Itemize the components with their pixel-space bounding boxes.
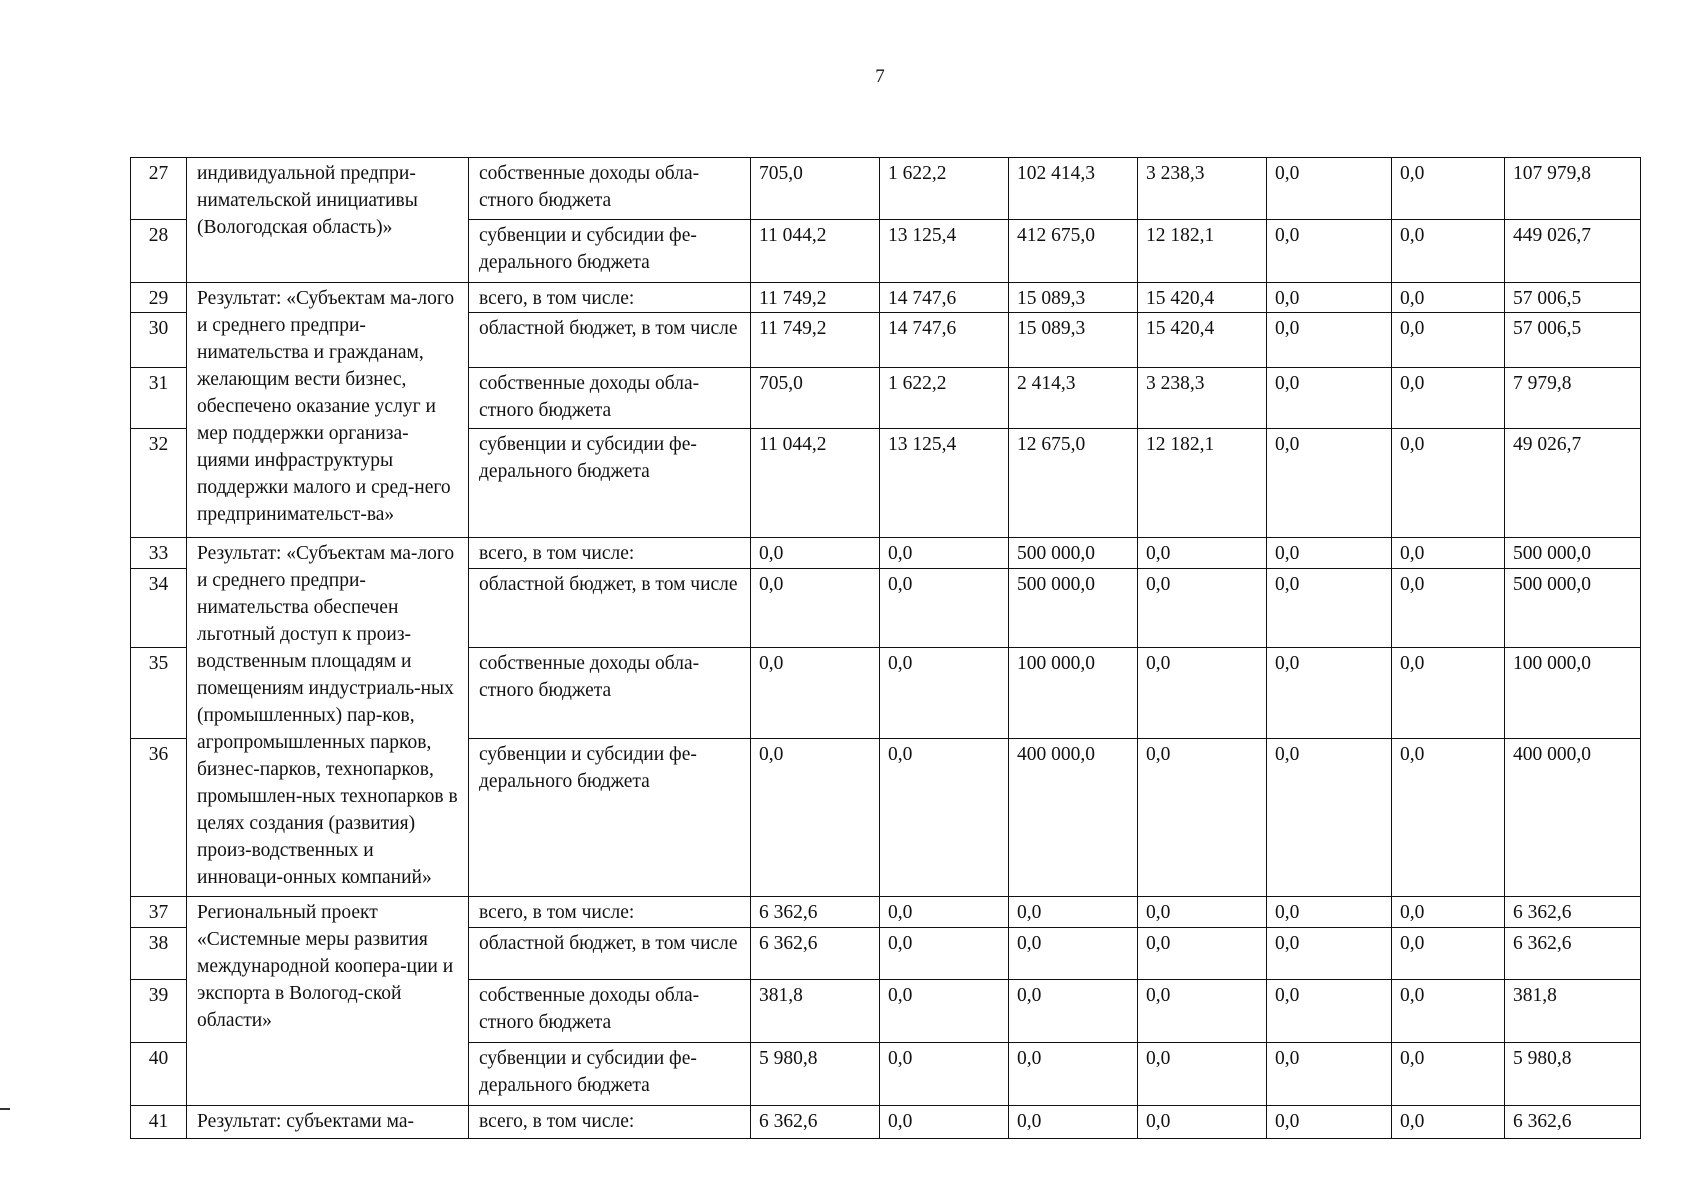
program-name-cell: Региональный проект «Системные меры развития международной коопера-ции и экспорта в Вологод-ской области» bbox=[187, 897, 469, 1106]
year-value-cell: 3 238,3 bbox=[1138, 368, 1267, 429]
year-value-cell: 0,0 bbox=[1392, 897, 1505, 928]
year-value-cell: 0,0 bbox=[751, 569, 880, 648]
total-value-cell: 7 979,8 bbox=[1505, 368, 1641, 429]
total-value-cell: 6 362,6 bbox=[1505, 1106, 1641, 1139]
year-value-cell: 0,0 bbox=[1267, 897, 1392, 928]
budget-table bbox=[130, 157, 1641, 1139]
funding-source-cell: субвенции и субсидии фе-дерального бюджета bbox=[469, 429, 751, 538]
year-value-cell: 0,0 bbox=[1267, 313, 1392, 368]
funding-source-cell: областной бюджет, в том числе bbox=[469, 313, 751, 368]
year-value-cell: 0,0 bbox=[1267, 569, 1392, 648]
total-value-cell: 57 006,5 bbox=[1505, 313, 1641, 368]
total-value-cell: 400 000,0 bbox=[1505, 739, 1641, 897]
year-value-cell: 0,0 bbox=[880, 980, 1009, 1043]
year-value-cell: 0,0 bbox=[1392, 1106, 1505, 1139]
year-value-cell: 1 622,2 bbox=[880, 158, 1009, 220]
year-value-cell: 0,0 bbox=[880, 648, 1009, 739]
funding-source-cell: собственные доходы обла-стного бюджета bbox=[469, 980, 751, 1043]
row-number-cell: 35 bbox=[131, 648, 187, 739]
year-value-cell: 1 622,2 bbox=[880, 368, 1009, 429]
funding-source-cell: всего, в том числе: bbox=[469, 283, 751, 313]
year-value-cell: 0,0 bbox=[1392, 283, 1505, 313]
year-value-cell: 15 089,3 bbox=[1009, 283, 1138, 313]
funding-source-cell: собственные доходы обла-стного бюджета bbox=[469, 648, 751, 739]
total-value-cell: 49 026,7 bbox=[1505, 429, 1641, 538]
year-value-cell: 0,0 bbox=[1392, 980, 1505, 1043]
row-number-cell: 41 bbox=[131, 1106, 187, 1139]
year-value-cell: 0,0 bbox=[880, 897, 1009, 928]
total-value-cell: 6 362,6 bbox=[1505, 928, 1641, 980]
program-name-cell: Результат: «Субъектам ма-лого и среднего предпри-нимательства обеспечен льготный доступ к произ-водственным площадям и помещениям индустриаль-ных (промышленных) пар-ков, агропромышленных парков, бизнес-парков, технопарков, промышлен-ных технопарков в целях создания (развития) произ-водственных и инноваци-онных компаний» bbox=[187, 538, 469, 897]
year-value-cell: 14 747,6 bbox=[880, 313, 1009, 368]
year-value-cell: 6 362,6 bbox=[751, 1106, 880, 1139]
year-value-cell: 100 000,0 bbox=[1009, 648, 1138, 739]
year-value-cell: 0,0 bbox=[1138, 1106, 1267, 1139]
row-number-cell: 29 bbox=[131, 283, 187, 313]
funding-source-cell: областной бюджет, в том числе bbox=[469, 928, 751, 980]
year-value-cell: 11 044,2 bbox=[751, 429, 880, 538]
year-value-cell: 12 675,0 bbox=[1009, 429, 1138, 538]
year-value-cell: 0,0 bbox=[880, 928, 1009, 980]
table-row bbox=[131, 1106, 1641, 1139]
year-value-cell: 0,0 bbox=[880, 1043, 1009, 1106]
year-value-cell: 0,0 bbox=[1267, 928, 1392, 980]
funding-source-cell: всего, в том числе: bbox=[469, 1106, 751, 1139]
year-value-cell: 0,0 bbox=[1267, 980, 1392, 1043]
program-name-cell: индивидуальной предпри-нимательской инициативы (Вологодская область)» bbox=[187, 158, 469, 283]
year-value-cell: 0,0 bbox=[1138, 648, 1267, 739]
funding-source-cell: собственные доходы обла-стного бюджета bbox=[469, 368, 751, 429]
year-value-cell: 0,0 bbox=[1009, 1043, 1138, 1106]
row-number-cell: 38 bbox=[131, 928, 187, 980]
year-value-cell: 0,0 bbox=[1392, 429, 1505, 538]
year-value-cell: 0,0 bbox=[1138, 980, 1267, 1043]
funding-source-cell: всего, в том числе: bbox=[469, 897, 751, 928]
year-value-cell: 0,0 bbox=[1009, 928, 1138, 980]
year-value-cell: 0,0 bbox=[1392, 569, 1505, 648]
row-number-cell: 33 bbox=[131, 538, 187, 569]
year-value-cell: 15 089,3 bbox=[1009, 313, 1138, 368]
year-value-cell: 0,0 bbox=[1392, 220, 1505, 283]
page-number: 7 bbox=[875, 66, 885, 87]
year-value-cell: 0,0 bbox=[1267, 158, 1392, 220]
year-value-cell: 0,0 bbox=[1267, 1106, 1392, 1139]
funding-source-cell: субвенции и субсидии фе-дерального бюджета bbox=[469, 739, 751, 897]
year-value-cell: 0,0 bbox=[1138, 928, 1267, 980]
year-value-cell: 0,0 bbox=[880, 538, 1009, 569]
year-value-cell: 0,0 bbox=[1267, 739, 1392, 897]
year-value-cell: 15 420,4 bbox=[1138, 283, 1267, 313]
total-value-cell: 500 000,0 bbox=[1505, 569, 1641, 648]
year-value-cell: 0,0 bbox=[1138, 897, 1267, 928]
row-number-cell: 31 bbox=[131, 368, 187, 429]
year-value-cell: 0,0 bbox=[751, 648, 880, 739]
year-value-cell: 500 000,0 bbox=[1009, 538, 1138, 569]
year-value-cell: 0,0 bbox=[1392, 158, 1505, 220]
year-value-cell: 0,0 bbox=[1392, 368, 1505, 429]
year-value-cell: 0,0 bbox=[1009, 897, 1138, 928]
year-value-cell: 705,0 bbox=[751, 158, 880, 220]
total-value-cell: 57 006,5 bbox=[1505, 283, 1641, 313]
table-row bbox=[131, 538, 1641, 569]
row-number-cell: 32 bbox=[131, 429, 187, 538]
total-value-cell: 500 000,0 bbox=[1505, 538, 1641, 569]
row-number-cell: 37 bbox=[131, 897, 187, 928]
year-value-cell: 0,0 bbox=[1392, 538, 1505, 569]
row-number-cell: 40 bbox=[131, 1043, 187, 1106]
year-value-cell: 400 000,0 bbox=[1009, 739, 1138, 897]
year-value-cell: 0,0 bbox=[880, 739, 1009, 897]
row-number-cell: 36 bbox=[131, 739, 187, 897]
year-value-cell: 0,0 bbox=[1009, 1106, 1138, 1139]
program-name-cell: Результат: субъектами ма- bbox=[187, 1106, 469, 1139]
row-number-cell: 30 bbox=[131, 313, 187, 368]
year-value-cell: 381,8 bbox=[751, 980, 880, 1043]
table-row bbox=[131, 283, 1641, 313]
year-value-cell: 0,0 bbox=[1138, 1043, 1267, 1106]
program-name-cell: Результат: «Субъектам ма-лого и среднего предпри-нимательства и гражданам, желающим вести бизнес, обеспечено оказание услуг и мер поддержки организа-циями инфраструктуры поддержки малого и сред-него предпринимательст-ва» bbox=[187, 283, 469, 538]
year-value-cell: 0,0 bbox=[1138, 538, 1267, 569]
funding-source-cell: собственные доходы обла-стного бюджета bbox=[469, 158, 751, 220]
year-value-cell: 412 675,0 bbox=[1009, 220, 1138, 283]
year-value-cell: 0,0 bbox=[1267, 368, 1392, 429]
year-value-cell: 13 125,4 bbox=[880, 429, 1009, 538]
year-value-cell: 0,0 bbox=[1392, 928, 1505, 980]
year-value-cell: 0,0 bbox=[1392, 313, 1505, 368]
year-value-cell: 2 414,3 bbox=[1009, 368, 1138, 429]
year-value-cell: 0,0 bbox=[880, 1106, 1009, 1139]
table-row bbox=[131, 158, 1641, 220]
total-value-cell: 100 000,0 bbox=[1505, 648, 1641, 739]
year-value-cell: 0,0 bbox=[751, 538, 880, 569]
year-value-cell: 5 980,8 bbox=[751, 1043, 880, 1106]
year-value-cell: 0,0 bbox=[1267, 538, 1392, 569]
total-value-cell: 5 980,8 bbox=[1505, 1043, 1641, 1106]
year-value-cell: 3 238,3 bbox=[1138, 158, 1267, 220]
year-value-cell: 0,0 bbox=[1392, 739, 1505, 897]
funding-source-cell: всего, в том числе: bbox=[469, 538, 751, 569]
year-value-cell: 0,0 bbox=[1267, 220, 1392, 283]
year-value-cell: 0,0 bbox=[1009, 980, 1138, 1043]
row-number-cell: 27 bbox=[131, 158, 187, 220]
funding-source-cell: субвенции и субсидии фе-дерального бюджета bbox=[469, 220, 751, 283]
year-value-cell: 0,0 bbox=[1267, 283, 1392, 313]
scan-edge-mark bbox=[0, 1108, 10, 1110]
year-value-cell: 11 044,2 bbox=[751, 220, 880, 283]
year-value-cell: 0,0 bbox=[880, 569, 1009, 648]
year-value-cell: 0,0 bbox=[1138, 569, 1267, 648]
year-value-cell: 12 182,1 bbox=[1138, 429, 1267, 538]
year-value-cell: 0,0 bbox=[1267, 648, 1392, 739]
year-value-cell: 0,0 bbox=[1267, 1043, 1392, 1106]
year-value-cell: 500 000,0 bbox=[1009, 569, 1138, 648]
year-value-cell: 15 420,4 bbox=[1138, 313, 1267, 368]
year-value-cell: 6 362,6 bbox=[751, 897, 880, 928]
year-value-cell: 6 362,6 bbox=[751, 928, 880, 980]
year-value-cell: 0,0 bbox=[1392, 1043, 1505, 1106]
year-value-cell: 102 414,3 bbox=[1009, 158, 1138, 220]
year-value-cell: 11 749,2 bbox=[751, 313, 880, 368]
total-value-cell: 381,8 bbox=[1505, 980, 1641, 1043]
year-value-cell: 0,0 bbox=[1267, 429, 1392, 538]
year-value-cell: 705,0 bbox=[751, 368, 880, 429]
total-value-cell: 6 362,6 bbox=[1505, 897, 1641, 928]
year-value-cell: 0,0 bbox=[1392, 648, 1505, 739]
funding-source-cell: субвенции и субсидии фе-дерального бюджета bbox=[469, 1043, 751, 1106]
table-row bbox=[131, 897, 1641, 928]
row-number-cell: 39 bbox=[131, 980, 187, 1043]
year-value-cell: 12 182,1 bbox=[1138, 220, 1267, 283]
row-number-cell: 34 bbox=[131, 569, 187, 648]
year-value-cell: 0,0 bbox=[751, 739, 880, 897]
row-number-cell: 28 bbox=[131, 220, 187, 283]
funding-source-cell: областной бюджет, в том числе bbox=[469, 569, 751, 648]
total-value-cell: 107 979,8 bbox=[1505, 158, 1641, 220]
year-value-cell: 11 749,2 bbox=[751, 283, 880, 313]
year-value-cell: 13 125,4 bbox=[880, 220, 1009, 283]
year-value-cell: 14 747,6 bbox=[880, 283, 1009, 313]
year-value-cell: 0,0 bbox=[1138, 739, 1267, 897]
total-value-cell: 449 026,7 bbox=[1505, 220, 1641, 283]
